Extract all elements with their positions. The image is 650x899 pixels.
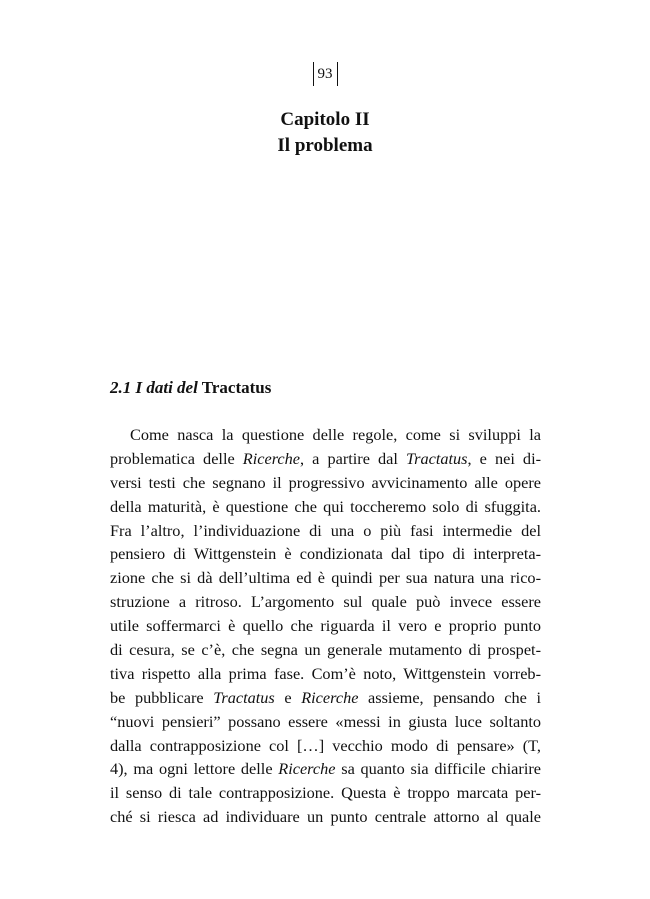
- section-heading-title: Tractatus: [201, 378, 272, 397]
- text-run: assieme, pensando che i: [358, 687, 541, 707]
- text-run: ché si riesca ad individuare un punto centrale attorno al quale: [110, 807, 541, 827]
- paragraph-line: [110, 566, 541, 590]
- section-heading: [110, 376, 271, 400]
- italic-title: Tractatus: [406, 448, 468, 468]
- text-run: be pubblicare: [110, 687, 214, 707]
- text-run: sa quanto sia difficile chiarire: [335, 759, 541, 779]
- paragraph-line: [110, 542, 541, 566]
- text-run: pensiero di Wittgenstein è condizionata dal tipo di interpreta-: [110, 544, 541, 564]
- chapter-title: Il problema: [277, 135, 373, 156]
- paragraph-line: [110, 638, 541, 662]
- text-run: Come nasca la questione delle regole, come si sviluppi la: [130, 425, 541, 444]
- italic-title: Ricerche: [242, 448, 301, 468]
- page-number: [0, 61, 650, 86]
- paragraph-line: [110, 519, 541, 543]
- page-number-right-rule: [337, 62, 338, 86]
- italic-title: Ricerche: [301, 687, 359, 707]
- page-number-value: 93: [317, 65, 333, 82]
- text-run: versi testi che segnano il progressivo avvicinamento alle opere: [110, 472, 541, 492]
- text-run: della maturità, è questione che qui toccheremo solo di sfuggita.: [110, 496, 541, 516]
- paragraph-line: [110, 805, 541, 829]
- italic-title: Ricerche: [278, 759, 336, 779]
- text-run: di cesura, se c’è, che segna un generale mutamento di prospet-: [110, 640, 541, 660]
- text-run: tiva rispetto alla prima fase. Com’è noto, Wittgenstein vorreb-: [110, 663, 541, 683]
- paragraph-line: [110, 781, 541, 805]
- section-heading-italic: 2.1 I dati del: [110, 378, 198, 397]
- paragraph-line: [110, 686, 541, 710]
- text-run: problematica delle: [110, 448, 243, 468]
- text-run: e: [274, 687, 302, 707]
- text-run: , a partire dal: [300, 448, 406, 468]
- paragraph-line: [110, 495, 541, 519]
- text-run: struzione a ritroso. L’argomento sul quale può invece essere: [110, 592, 541, 612]
- body-paragraph: [110, 423, 541, 829]
- italic-title: Tractatus: [213, 687, 275, 707]
- paragraph-line: [110, 447, 541, 471]
- text-run: il senso di tale contrapposizione. Questa è troppo marcata per-: [110, 783, 541, 803]
- text-run: “nuovi pensieri” possano essere «messi in giusta luce soltanto: [110, 711, 541, 731]
- chapter-heading: [0, 107, 650, 159]
- paragraph-line: [110, 710, 541, 734]
- chapter-label: Capitolo II: [280, 109, 370, 130]
- paragraph-line: [110, 734, 541, 758]
- text-run: dalla contrapposizione col […] vecchio modo di pensare» (T,: [110, 735, 541, 755]
- paragraph-line: [110, 471, 541, 495]
- paragraph-line: [110, 662, 541, 686]
- text-run: , e nei di-: [467, 448, 542, 468]
- text-run: 4), ma ogni lettore delle: [110, 759, 279, 779]
- text-run: Fra l’altro, l’individuazione di una o più fasi intermedie del: [110, 520, 541, 540]
- paragraph-line: [110, 757, 541, 781]
- paragraph-line: [110, 423, 541, 447]
- text-run: zione che si dà dell’ultima ed è quindi per sua natura una rico-: [110, 568, 541, 588]
- text-run: utile soffermarci è quello che riguarda il vero e proprio punto: [110, 616, 541, 636]
- paragraph-line: [110, 614, 541, 638]
- paragraph-line: [110, 590, 541, 614]
